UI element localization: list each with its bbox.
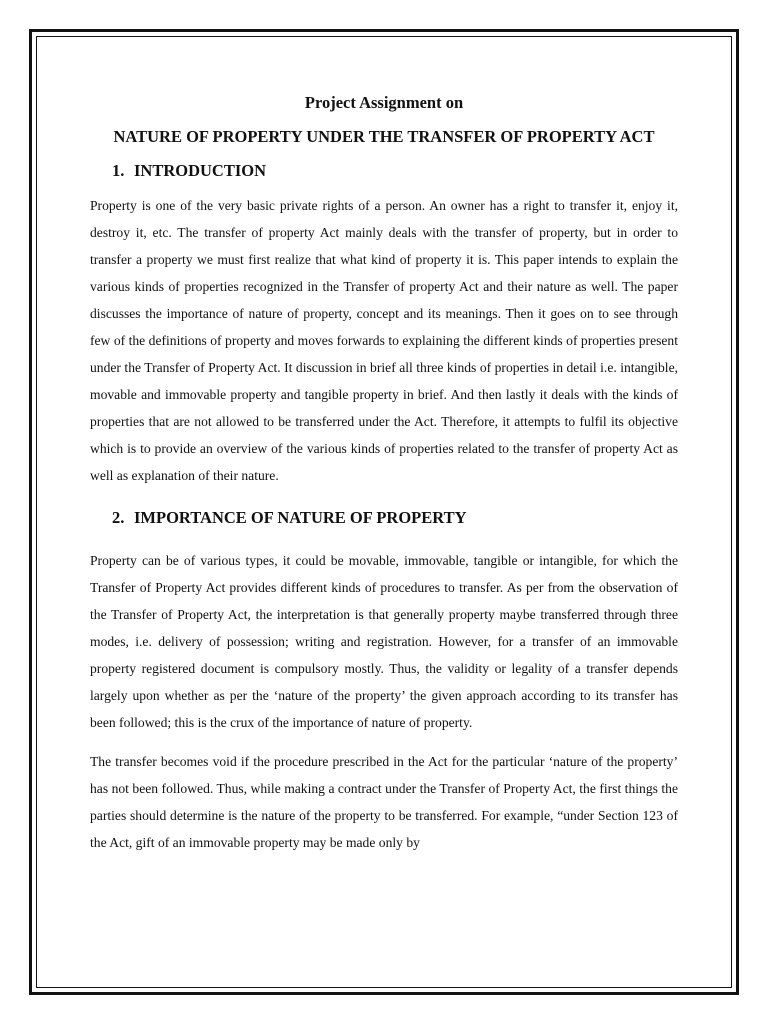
- section-heading-importance: [90, 503, 678, 533]
- section-heading-introduction: [90, 156, 678, 186]
- section-number: 1.: [112, 161, 125, 180]
- section-heading-text: INTRODUCTION: [134, 161, 267, 180]
- document-subtitle: Project Assignment on: [304, 93, 464, 112]
- section-number: 2.: [112, 508, 125, 527]
- section-heading-text: IMPORTANCE OF NATURE OF PROPERTY: [134, 508, 467, 527]
- document-title: NATURE OF PROPERTY UNDER THE TRANSFER OF PROPERTY ACT: [113, 127, 655, 146]
- paragraph-importance-1: Property can be of various types, it could be movable, immovable, tangible or intangible, for which the Transfer of Property Act provides different kinds of procedures to transfer. As per from the observation of the Transfer of Property Act, the interpretation is that generally property maybe transferred through three modes, i.e. delivery of possession; writing and registration. However, for a transfer of an immovable property registered document is compulsory mostly. Thus, the validity or legality of a transfer depends largely upon whether as per the ‘nature of the property’ the given approach according to its transfer has been followed; this is the crux of the importance of nature of property.: [90, 553, 678, 730]
- paragraph-importance-2: The transfer becomes void if the procedure prescribed in the Act for the particular ‘nature of the property’ has not been followed. Thus, while making a contract under the Transfer of Property Act, the first things the parties should determine is the nature of the property to be transferred. For example, “under Section 123 of the Act, gift of an immovable property may be made only by: [90, 754, 678, 850]
- paragraph-introduction: Property is one of the very basic private rights of a person. An owner has a right to transfer it, enjoy it, destroy it, etc. The transfer of property Act mainly deals with the transfer of property, but in order to transfer a property we must first realize that what kind of property it is. This paper intends to explain the various kinds of properties recognized in the Transfer of property Act and their nature as well. The paper discusses the importance of nature of property, concept and its meanings. Then it goes on to see through few of the definitions of property and moves forwards to explaining the different kinds of properties present under the Transfer of Property Act. It discussion in brief all three kinds of properties in detail i.e. intangible, movable and immovable property and tangible property in brief. And then lastly it deals with the kinds of properties that are not allowed to be transferred under the Act. Therefore, it attempts to fulfil its objective which is to provide an overview of the various kinds of properties related to the transfer of property Act as well as explanation of their nature.: [90, 198, 678, 483]
- document-body: [90, 88, 678, 856]
